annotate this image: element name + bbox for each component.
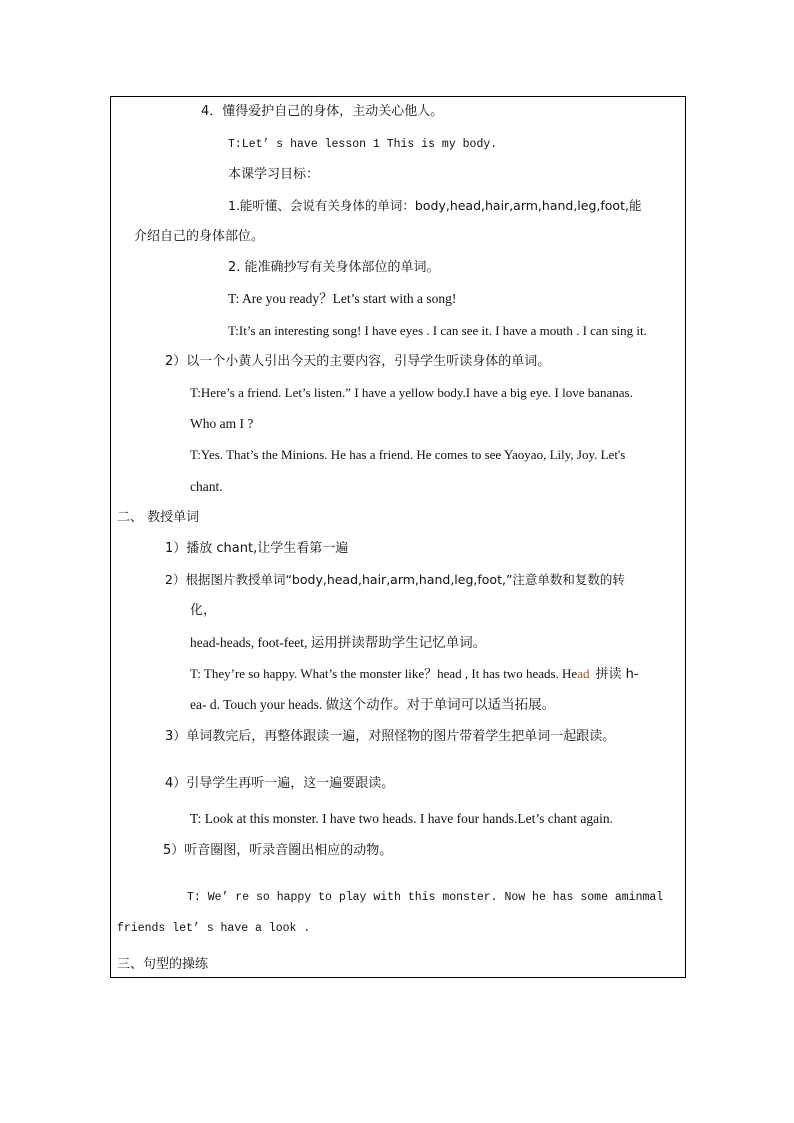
section-2-heading: 二、 教授单词 <box>117 510 200 525</box>
teacher-line-lesson: T:Let’ s have lesson 1 This is my body. <box>228 138 498 151</box>
teacher-line-minions: T:Yes. That’s the Minions. He has a friend. He comes to see Yaoyao, Lily, Joy. Let's <box>190 447 626 462</box>
teacher-line-friends: friends let’ s have a look . <box>117 922 311 935</box>
step-2-words: 2）根据图片教授单词“body,head,hair,arm,hand,leg,foot,”注意单数和复数的转 <box>165 572 625 587</box>
teacher-line-happy: T: We’ re so happy to play with this monster. Now he has some aminmal <box>187 891 664 904</box>
step-1-chant: 1）播放 chant,让学生看第一遍 <box>165 541 349 556</box>
teacher-line-chant: chant. <box>190 479 223 494</box>
teacher-line-song: T: Are you ready？Let’s start with a song! <box>228 291 457 306</box>
section-3-heading: 三、句型的操练 <box>117 957 209 972</box>
goals-heading: 本课学习目标： <box>228 167 320 182</box>
teacher-line-look: T: Look at this monster. I have two heads. I have four hands.Let’s chant again. <box>190 811 613 826</box>
teacher-line-interesting: T:It’s an interesting song! I have eyes . I can see it. I have a mouth . I can sing it. <box>228 323 647 338</box>
goal-1: 1.能听懂、会说有关身体的单词：body,head,hair,arm,hand,leg,foot,能 <box>228 198 642 213</box>
step-3-follow-read: 3）单词教完后，再整体跟读一遍，对照怪物的图片带着学生把单词一起跟读。 <box>165 729 616 744</box>
step-2-words-continued: 化， <box>190 603 217 618</box>
teacher-line-who: Who am I ? <box>190 416 254 431</box>
teacher-line-monster: T: They’re so happy. What’s the monster like？head , It has two heads. Head 拼读 h- <box>190 666 639 682</box>
highlighted-text: ad <box>577 666 590 681</box>
step-5-circle: 5）听音圈图，听录音圈出相应的动物。 <box>163 843 393 858</box>
plural-forms-line: head-heads, foot-feet, 运用拼读帮助学生记忆单词。 <box>190 635 487 650</box>
goal-2: 2. 能准确抄写有关身体部位的单词。 <box>228 260 440 275</box>
objective-4: 4．懂得爱护自己的身体，主动关心他人。 <box>201 104 444 119</box>
step-4-listen-again: 4）引导学生再听一遍，这一遍要跟读。 <box>165 776 395 791</box>
spelling-line: ea- d. Touch your heads. 做这个动作。对于单词可以适当拓展。 <box>190 697 556 712</box>
teacher-line-friend: T:Here’s a friend. Let’s listen.” I have a yellow body.I have a big eye. I love bananas. <box>190 385 633 400</box>
goal-1-continued: 介绍自己的身体部位。 <box>134 229 265 244</box>
step-2-minion: 2）以一个小黄人引出今天的主要内容，引导学生听读身体的单词。 <box>165 354 551 369</box>
